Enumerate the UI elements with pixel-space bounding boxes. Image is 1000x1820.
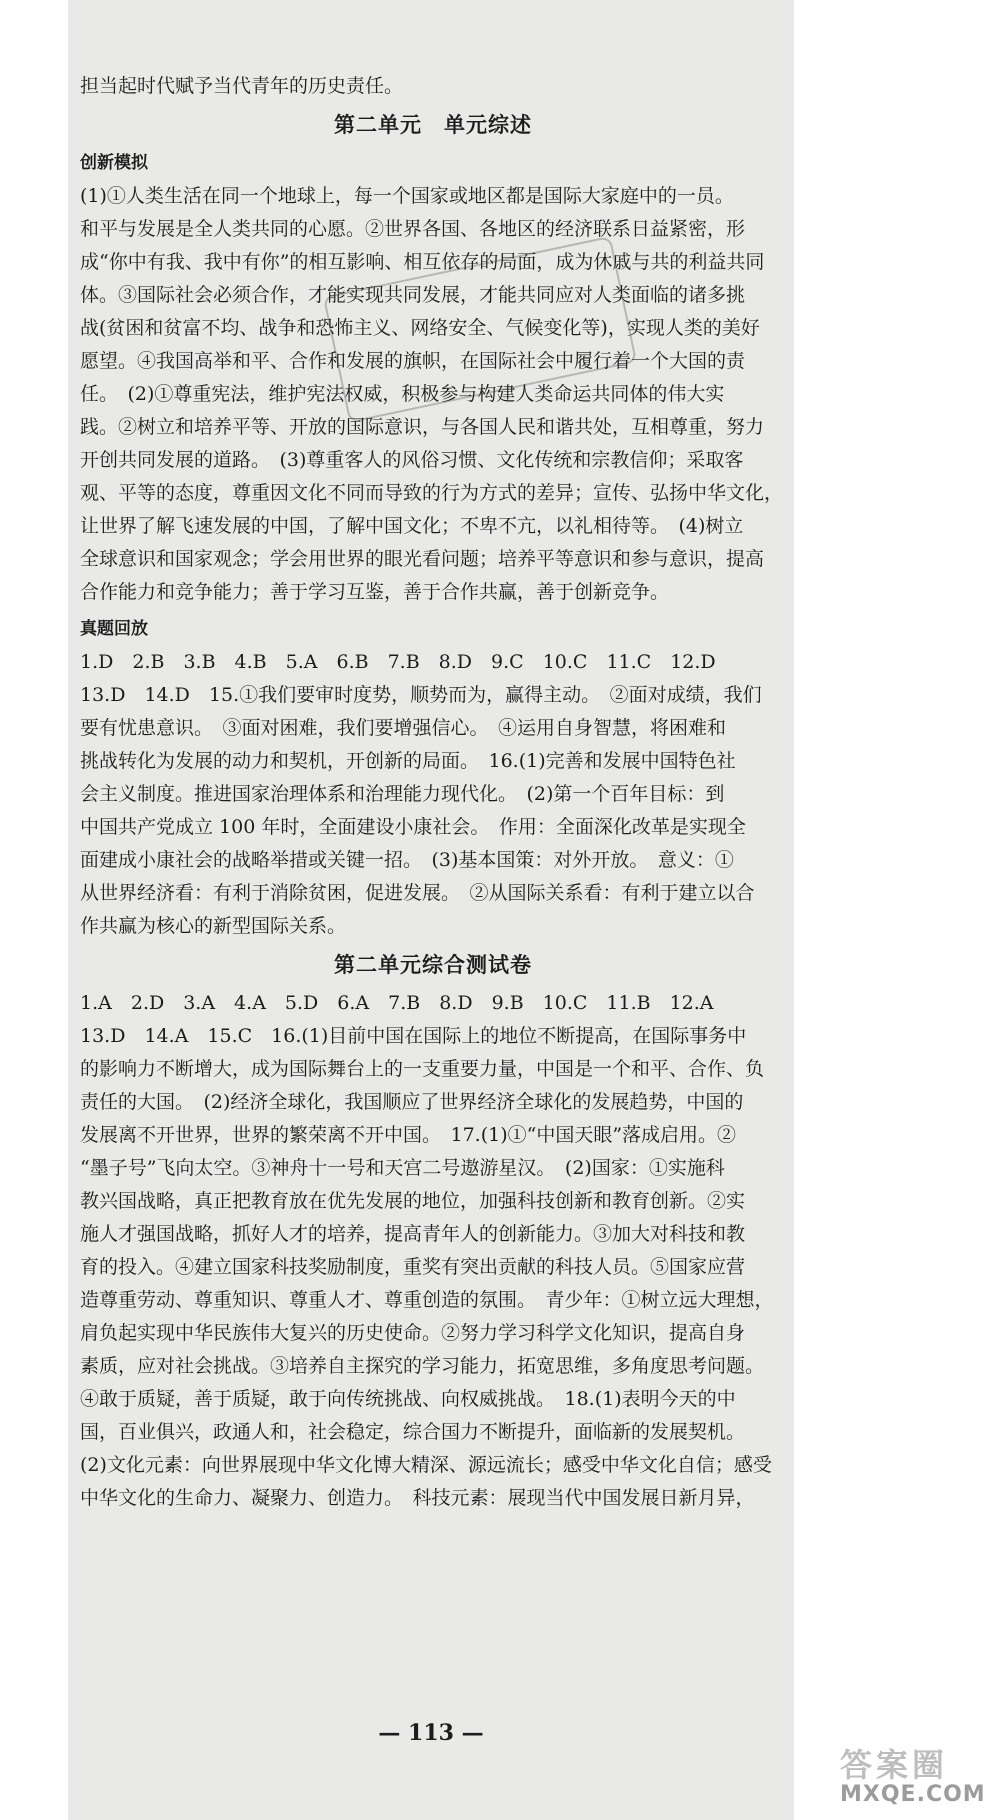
text-line: 的影响力不断增大，成为国际舞台上的一支重要力量，中国是一个和平、合作、负 [80, 1058, 765, 1080]
section-title-unit2-test: 第二单元综合测试卷 [334, 952, 532, 977]
text-line: 担当起时代赋予当代青年的历史责任。 [80, 75, 404, 97]
text-line: 挑战转化为发展的动力和契机，开创新的局面。 16.(1)完善和发展中国特色社 [80, 750, 736, 772]
text-line: 施人才强国战略，抓好人才的培养，提高青年人的创新能力。③加大对科技和教 [80, 1223, 746, 1245]
subsection-label-past-exams: 真题回放 [80, 619, 148, 639]
answer-key-line: 1.D 2.B 3.B 4.B 5.A 6.B 7.B 8.D 9.C 10.C 11.C 12.D [80, 651, 716, 673]
text-line: 教兴国战略，真正把教育放在优先发展的地位，加强科技创新和教育创新。②实 [80, 1190, 746, 1212]
text-line: 任。 (2)①尊重宪法，维护宪法权威，积极参与构建人类命运共同体的伟大实 [80, 383, 725, 405]
text-line: 会主义制度。推进国家治理体系和治理能力现代化。 (2)第一个百年目标：到 [80, 783, 725, 805]
text-line: 观、平等的态度，尊重因文化不同而导致的行为方式的差异；宣传、弘扬中华文化， [80, 482, 784, 504]
page-number: — 113 — [378, 1720, 484, 1746]
text-line: 责任的大国。 (2)经济全球化，我国顺应了世界经济全球化的发展趋势，中国的 [80, 1091, 744, 1113]
section-title-unit2-summary: 第二单元 单元综述 [334, 112, 532, 137]
text-line: 全球意识和国家观念；学会用世界的眼光看问题；培养平等意识和参与意识，提高 [80, 548, 765, 570]
text-line: 作共赢为核心的新型国际关系。 [80, 915, 347, 937]
text-line: 素质，应对社会挑战。③培养自主探究的学习能力，拓宽思维，多角度思考问题。 [80, 1355, 765, 1377]
text-line: 育的投入。④建立国家科技奖励制度，重奖有突出贡献的科技人员。⑤国家应营 [80, 1256, 746, 1278]
text-line: ④敢于质疑，善于质疑，敢于向传统挑战、向权威挑战。 18.(1)表明今天的中 [80, 1388, 736, 1410]
text-line: “墨子号”飞向太空。③神舟十一号和天宫二号遨游星汉。 (2)国家：①实施科 [80, 1157, 725, 1179]
text-line: 13.D 14.D 15.①我们要审时度势，顺势而为，赢得主动。 ②面对成绩，我们 [80, 684, 762, 706]
text-line: 中华文化的生命力、凝聚力、创造力。 科技元素：展现当代中国发展日新月异， [80, 1487, 755, 1509]
text-line: 成“你中有我、我中有你”的相互影响、相互依存的局面，成为休戚与共的利益共同 [80, 251, 765, 273]
watermark-chinese-text: 答案圈 [840, 1746, 949, 1784]
text-line: 发展离不开世界，世界的繁荣离不开中国。 17.(1)①“中国天眼”落成启用。② [80, 1124, 737, 1146]
text-line: (1)①人类生活在同一个地球上，每一个国家或地区都是国际大家庭中的一员。 [80, 185, 734, 207]
watermark-domain-text: MXQE.COM [840, 1782, 986, 1807]
site-watermark-logo [840, 1740, 990, 1810]
text-line: 肩负起实现中华民族伟大复兴的历史使命。②努力学习科学文化知识，提高自身 [80, 1322, 746, 1344]
subsection-label-innovation: 创新模拟 [80, 153, 148, 173]
text-line: 战(贫困和贫富不均、战争和恐怖主义、网络安全、气候变化等)，实现人类的美好 [80, 317, 760, 339]
text-line: (2)文化元素：向世界展现中华文化博大精深、源远流长；感受中华文化自信；感受 [80, 1454, 772, 1476]
text-line [80, 1515, 786, 1548]
text-line: 要有忧患意识。 ③面对困难，我们要增强信心。 ④运用自身智慧，将困难和 [80, 717, 727, 739]
text-line: 践。②树立和培养平等、开放的国际意识，与各国人民和谐共处，互相尊重，努力 [80, 416, 765, 438]
text-line: 愿望。④我国高举和平、合作和发展的旗帜，在国际社会中履行着一个大国的责 [80, 350, 746, 372]
text-line: 开创共同发展的道路。 (3)尊重客人的风俗习惯、文化传统和宗教信仰；采取客 [80, 449, 744, 471]
answer-text-body [80, 70, 786, 1548]
document-page [68, 0, 794, 1820]
text-line: 和平与发展是全人类共同的心愿。②世界各国、各地区的经济联系日益紧密，形 [80, 218, 746, 240]
text-line: 中国共产党成立 100 年时，全面建设小康社会。 作用：全面深化改革是实现全 [80, 816, 746, 838]
text-line: 体。③国际社会必须合作，才能实现共同发展，才能共同应对人类面临的诸多挑 [80, 284, 746, 306]
text-line: 面建成小康社会的战略举措或关键一招。 (3)基本国策：对外开放。 意义：① [80, 849, 734, 871]
text-line: 从世界经济看：有利于消除贫困，促进发展。 ②从国际关系看：有利于建立以合 [80, 882, 755, 904]
text-line: 造尊重劳动、尊重知识、尊重人才、尊重创造的氛围。 青少年：①树立远大理想， [80, 1289, 774, 1311]
text-line: 让世界了解飞速发展的中国，了解中国文化；不卑不亢，以礼相待等。 (4)树立 [80, 515, 744, 537]
text-line: 国，百业俱兴，政通人和，社会稳定，综合国力不断提升，面临新的发展契机。 [80, 1421, 746, 1443]
answer-key-line: 1.A 2.D 3.A 4.A 5.D 6.A 7.B 8.D 9.B 10.C 11.B 12.A [80, 992, 714, 1014]
text-line: 合作能力和竞争能力；善于学习互鉴，善于合作共赢，善于创新竞争。 [80, 581, 670, 603]
text-line: 13.D 14.A 15.C 16.(1)目前中国在国际上的地位不断提高，在国际事务中 [80, 1025, 747, 1047]
